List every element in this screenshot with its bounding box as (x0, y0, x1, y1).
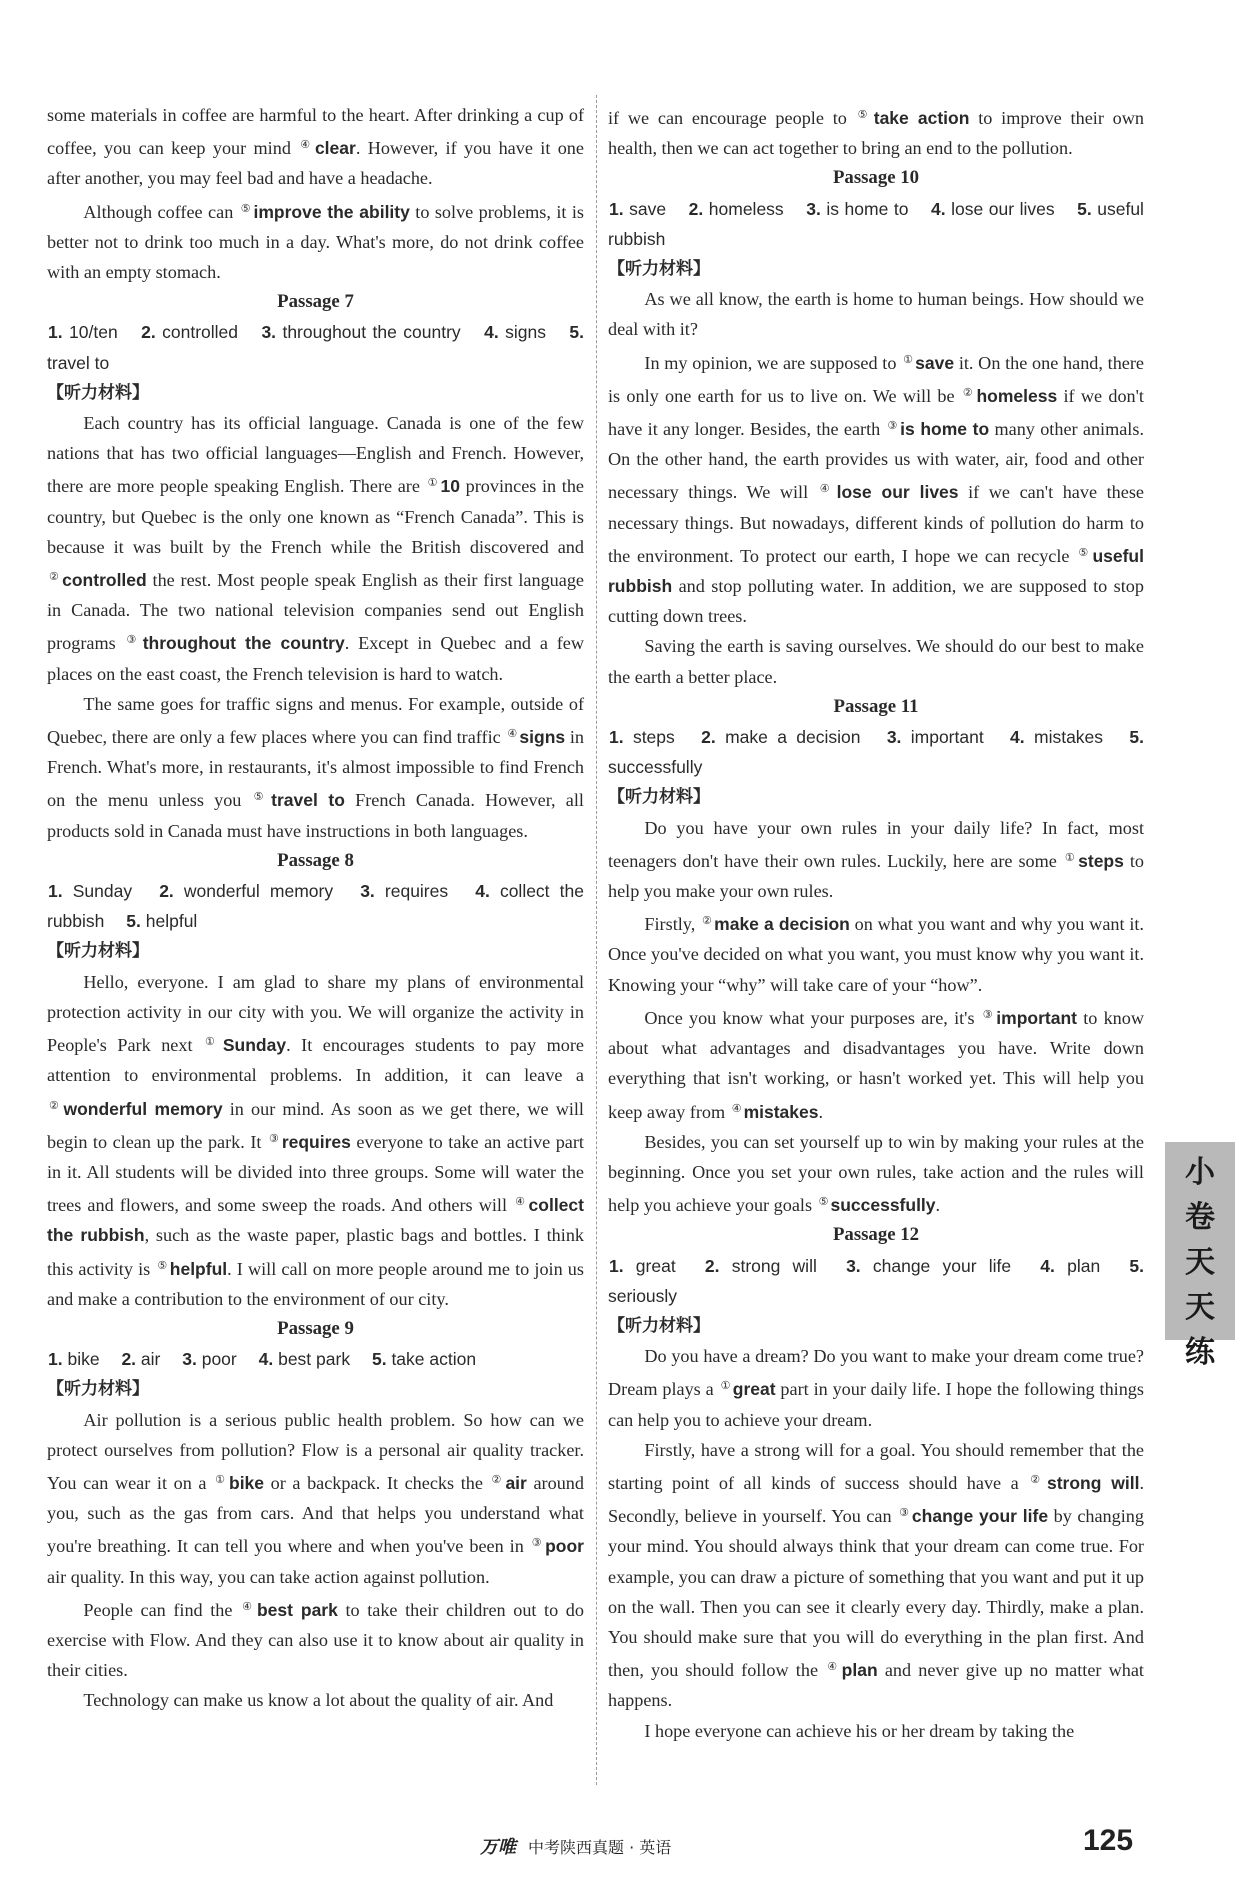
brand-logo-text: 万唯 (480, 1837, 516, 1858)
answer-keyword: lose our lives (836, 482, 959, 503)
answer-number: 2. (704, 1255, 720, 1276)
answer-number: 4. (1040, 1255, 1055, 1276)
text-run: The same goes for traffic signs and menus. For example, outside of Quebec, there are only a few places where you can find traffic (47, 693, 584, 748)
answer-text: is home to (820, 198, 909, 219)
answer-keyword: Sunday (222, 1035, 287, 1056)
blank-marker: ③ (268, 1132, 280, 1145)
answer-item (608, 727, 675, 747)
answer-number: 2. (688, 198, 704, 219)
answer-keyword: clear (314, 138, 356, 159)
answer-keyword: travel to (271, 790, 345, 811)
passage-7-material-label: 【听力材料】 (47, 382, 149, 403)
passage-12-answers (608, 1251, 1144, 1311)
text-run: Once you know what your purposes are, it's (644, 1007, 981, 1028)
passage-12-material-label: 【听力材料】 (608, 1315, 710, 1336)
blank-marker: ① (427, 477, 439, 490)
answer-keyword: signs (519, 727, 566, 748)
answer-number: 1. (48, 1349, 63, 1370)
text-run: Besides, you can set yourself up to win by making your rules at the beginning. Once you set your own rules, take action and the rules will help you achieve your goals (608, 1131, 1144, 1216)
blank-marker: ② (1030, 1473, 1045, 1486)
text-run: Firstly, have a strong will for a goal. You should remember that the starting point of all kinds of success should have a (608, 1439, 1144, 1493)
answer-item (608, 199, 666, 219)
answer-keyword: great (732, 1379, 776, 1400)
side-tab-label: 小 卷 天 天 练 (1165, 1142, 1235, 1340)
text-run: Firstly, (644, 914, 701, 935)
answer-item (359, 881, 448, 901)
answer-number: 4. (484, 322, 499, 343)
answer-item (371, 1349, 476, 1369)
answer-item (158, 881, 333, 901)
answer-text: useful rubbish (608, 198, 1144, 249)
answer-keyword: save (915, 352, 955, 373)
passage-10-para-2 (608, 345, 1144, 632)
answer-number: 3. (360, 881, 375, 902)
page-number: 125 (1083, 1824, 1134, 1857)
answer-number: 5. (1129, 727, 1144, 748)
answer-keyword: requires (281, 1131, 351, 1152)
answer-text: lose our lives (945, 198, 1055, 219)
text-run: Do you have a dream? Do you want to make your dream come true? Dream plays a (608, 1346, 1144, 1400)
passage-9-continued (608, 100, 1144, 163)
passage-12-para-1 (608, 1341, 1144, 1435)
answer-item (704, 1256, 817, 1276)
answer-number: 5. (1129, 1255, 1144, 1276)
answer-item (700, 727, 860, 747)
text-run: by changing your mind. You should always think that your dream can come true. For example, you can draw a picture of something that you want and put it up on the wall. Then you can see it clearly every day. Thirdly, make a plan. You should make sure that you will do everything in the plan first. And then, you should follow the (608, 1506, 1144, 1681)
text-run: and never give up no matter what happens. (608, 1660, 1144, 1711)
answer-keyword: steps (1078, 850, 1124, 871)
passage-10-answers (608, 194, 1144, 254)
column-divider (596, 95, 597, 1785)
answer-text: homeless (703, 198, 784, 219)
answer-number: 1. (609, 1255, 624, 1276)
answer-number: 1. (609, 727, 624, 748)
passage-7-para-1 (47, 408, 584, 689)
text-run: in French. What's more, in restaurants, it's almost impossible to find French on the menu unless you (47, 727, 584, 811)
text-run: some materials in coffee are harmful to the heart. After drinking a cup of coffee, you can keep your mind (47, 105, 584, 159)
answer-number: 4. (1010, 727, 1025, 748)
answer-number: 1. (48, 881, 63, 902)
answer-text: throughout the country (276, 322, 461, 343)
blank-marker: ④ (819, 483, 835, 496)
answer-number: 4. (258, 1349, 274, 1370)
text-run: it. On the one hand, there is only one earth for us to live on. We will be (608, 352, 1144, 406)
text-run: . (818, 1101, 824, 1122)
text-run: . However, if you have it one after another, you may feel bad and have a headache. (47, 138, 584, 189)
answer-item (258, 1349, 350, 1369)
answer-text: travel to (47, 352, 110, 373)
text-run: . (935, 1195, 941, 1216)
answer-number: 5. (569, 322, 584, 343)
text-run: to help you make your own rules. (608, 850, 1144, 902)
text-run: if we can't have these necessary things. But nowadays, different kinds of pollution do harm to the environment. To protect our earth, I hope we can recycle (608, 482, 1144, 566)
passage-9-answers (47, 1344, 584, 1374)
answer-text: helpful (140, 911, 198, 932)
blank-marker: ③ (126, 634, 141, 647)
answer-number: 5. (126, 911, 141, 932)
answer-keyword: successfully (830, 1195, 936, 1216)
answer-keyword: plan (841, 1660, 878, 1681)
text-run: air quality. In this way, you can take action against pollution. (47, 1566, 490, 1587)
answer-number: 3. (806, 198, 821, 219)
answer-number: 5. (371, 1349, 387, 1370)
passage-11-para-2 (608, 906, 1144, 1000)
answer-item (483, 322, 546, 342)
answer-number: 1. (48, 322, 63, 343)
answer-number: 2. (141, 322, 156, 343)
blank-marker: ⑤ (818, 1196, 829, 1209)
answer-number: 4. (930, 198, 946, 219)
answer-text: change your life (860, 1255, 1012, 1276)
answer-item (1009, 727, 1103, 747)
blank-marker: ④ (827, 1661, 840, 1674)
answer-text: collect the rubbish (47, 881, 584, 932)
passage-10-material-label: 【听力材料】 (608, 259, 710, 280)
text-run: if we don't have it any longer. Besides, the earth (608, 385, 1144, 440)
answer-item (181, 1349, 237, 1369)
blank-marker: ② (962, 386, 975, 399)
answer-text: signs (498, 322, 546, 343)
text-run: , such as the waste paper, plastic bags and bottles. I think this activity is (47, 1225, 585, 1279)
answer-number: 2. (701, 727, 716, 748)
blank-marker: ② (49, 1099, 62, 1112)
answer-text: plan (1054, 1255, 1101, 1276)
blank-marker: ③ (982, 1008, 995, 1021)
answer-text: best park (273, 1349, 351, 1370)
answer-keyword: bike (229, 1472, 265, 1493)
answer-item (47, 1349, 100, 1369)
answer-item (260, 322, 460, 342)
answer-number: 3. (182, 1349, 197, 1370)
text-run: . Secondly, believe in yourself. You can (608, 1472, 1144, 1527)
passage-11-material-label: 【听力材料】 (608, 787, 710, 808)
answer-number: 1. (609, 198, 624, 219)
blank-marker: ⑤ (857, 109, 872, 121)
blank-marker: ③ (899, 1507, 910, 1520)
answer-text: air (136, 1349, 161, 1370)
text-run: People can find the (83, 1599, 241, 1620)
text-run: and stop polluting water. In addition, we are supposed to stop cutting down trees. (608, 576, 1144, 627)
answer-number: 3. (886, 727, 902, 748)
text-run: . I will call on more people around me to join us and make a contribution to the environment of our city. (47, 1258, 584, 1309)
answer-text: Sunday (62, 881, 133, 902)
answer-keyword: controlled (62, 570, 147, 591)
passage-7-title: Passage 7 (277, 291, 354, 313)
passage-10-title: Passage 10 (832, 167, 920, 189)
text-run: . Except in Quebec and a few places on the east coast, the French television is hard to watch. (47, 633, 584, 684)
answer-keyword: useful rubbish (608, 545, 1144, 597)
answer-item (930, 199, 1055, 219)
passage-8-material-label: 【听力材料】 (47, 941, 149, 962)
text-run: to improve their own health, then we can act together to bring an end to the pollution. (608, 108, 1144, 159)
passage-8-para-1 (47, 967, 584, 1314)
answer-text: wonderful memory (173, 881, 334, 902)
blank-marker: ④ (242, 1600, 255, 1613)
text-run: to take their children out to do exercise with Flow. And they can also use it to know about air quality in their cities. (47, 1599, 584, 1681)
answer-item (608, 1256, 676, 1276)
answer-number: 5. (1077, 198, 1092, 219)
answer-text: bike (62, 1349, 100, 1370)
answer-keyword: take action (873, 108, 970, 128)
left-column (47, 100, 584, 1716)
answer-item (120, 1349, 160, 1369)
text-run: the rest. Most people speak English as their first language in Canada. The two national television companies send out English programs (47, 570, 584, 654)
answer-text: make a decision (715, 727, 861, 748)
answer-number: 3. (261, 322, 277, 343)
blank-marker: ④ (300, 139, 313, 152)
answer-text: seriously (608, 1285, 678, 1306)
answer-text: controlled (155, 322, 239, 343)
passage-11-para-4 (608, 1127, 1144, 1221)
blank-marker: ① (205, 1036, 221, 1049)
answer-text: mistakes (1024, 727, 1104, 748)
text-run: on what you want and why you want it. Once you've decided on what you want, you must know why you want it. Knowing your “why” will take care of your “how”. (608, 914, 1144, 995)
passage-11-para-3 (608, 1000, 1144, 1127)
answer-keyword: mistakes (743, 1101, 819, 1122)
answer-number: 3. (846, 1255, 861, 1276)
answer-keyword: poor (545, 1536, 584, 1557)
answer-keyword: strong will (1047, 1472, 1140, 1493)
answer-keyword: 10 (440, 476, 461, 497)
answer-keyword: air (505, 1472, 527, 1493)
text-run: to solve problems, it is better not to drink too much in a day. What's more, do not drink coffee with an empty stomach. (47, 201, 584, 283)
text-run: in our mind. As soon as we get there, we will begin to clean up the park. It (47, 1098, 584, 1152)
blank-marker: ⑤ (253, 791, 270, 804)
text-run: to know about what advantages and disadvantages you have. Write down everything that isn't working, or hasn't worked yet. This will help you keep away from (608, 1007, 1144, 1122)
answer-text: great (623, 1255, 676, 1276)
text-run: around you, such as the gas from cars. And that helps you understand what you're breathing. It can tell you where and when you've been in (47, 1472, 584, 1557)
book-title: 中考陕西真题 · 英语 (528, 1838, 672, 1857)
coffee-para-1 (47, 100, 584, 194)
answer-item (805, 199, 908, 219)
answer-keyword: change your life (911, 1506, 1049, 1527)
text-run: everyone to take an active part in it. All students will be divided into three groups. Some will water the trees and flowers, and some sweep the roads. And others will (47, 1131, 584, 1216)
passage-7-para-2 (47, 689, 584, 846)
answer-keyword: is home to (900, 419, 990, 440)
passage-12-para-3: I hope everyone can achieve his or her dream by taking the (644, 1720, 1075, 1741)
blank-marker: ② (491, 1473, 504, 1486)
answer-text: steps (623, 727, 675, 748)
answer-keyword: important (996, 1007, 1077, 1028)
right-column (608, 100, 1144, 1746)
passage-11-answers (608, 722, 1144, 782)
passage-10-para-1: As we all know, the earth is home to human beings. How should we deal with it? (608, 289, 1144, 340)
answer-text: 10/ten (62, 322, 118, 343)
answer-keyword: collect the rubbish (47, 1195, 584, 1246)
blank-marker: ⑤ (1078, 546, 1091, 559)
blank-marker: ④ (515, 1196, 527, 1209)
answer-keyword: improve the ability (253, 201, 410, 222)
blank-marker: ① (720, 1380, 731, 1393)
text-run: Hello, everyone. I am glad to share my plans of environmental protection activity in our city with you. We will organize the activity in People's Park next (47, 971, 584, 1056)
blank-marker: ② (49, 571, 61, 584)
text-run: Air pollution is a serious public health problem. So how can we protect ourselves from pollution? Flow is a personal air quality tracker. You can wear it on a (47, 1409, 584, 1493)
blank-marker: ② (702, 915, 713, 928)
answer-text: poor (196, 1349, 237, 1370)
text-run: if we can encourage people to (608, 108, 856, 128)
blank-marker: ① (903, 353, 914, 366)
answer-text: successfully (608, 757, 703, 778)
blank-marker: ⑤ (157, 1259, 168, 1272)
blank-marker: ④ (731, 1102, 742, 1115)
answer-text: save (623, 198, 667, 219)
text-run: . It encourages students to pay more attention to environmental problems. In addition, it can leave a (47, 1035, 584, 1086)
passage-9-title: Passage 9 (277, 1317, 354, 1339)
blank-marker: ③ (531, 1537, 544, 1550)
answer-text: important (901, 727, 984, 748)
answer-item (845, 1256, 1011, 1276)
answer-item (1039, 1256, 1100, 1276)
text-run: provinces in the country, but Quebec is the only one known as “French Canada”. This is because it was built by the French while the British discovered and (47, 476, 585, 557)
answer-item (688, 199, 784, 219)
passage-12-title: Passage 12 (832, 1224, 920, 1246)
text-run: In my opinion, we are supposed to (644, 352, 902, 373)
text-run: Although coffee can (83, 201, 239, 222)
answer-text: strong will (719, 1255, 817, 1276)
text-run: Each country has its official language. Canada is one of the few nations that has two official languages—English and French. However, there are more people speaking English. There are (47, 413, 584, 497)
page-footer (0, 1824, 1250, 1860)
passage-11-title: Passage 11 (833, 695, 919, 717)
answer-text: requires (374, 881, 449, 902)
coffee-para-2 (47, 194, 584, 288)
blank-marker: ④ (507, 728, 518, 741)
answer-item (125, 911, 197, 931)
passage-9-para-3: Technology can make us know a lot about the quality of air. And (83, 1690, 554, 1711)
blank-marker: ① (1064, 851, 1077, 864)
answer-number: 2. (121, 1349, 137, 1370)
blank-marker: ③ (887, 420, 899, 433)
answer-item (886, 727, 984, 747)
passage-8-title: Passage 8 (277, 849, 354, 871)
answer-keyword: best park (256, 1599, 338, 1620)
answer-keyword: helpful (169, 1258, 228, 1279)
answer-keyword: throughout the country (142, 633, 345, 654)
answer-text: take action (386, 1349, 477, 1370)
text-run: many other animals. On the other hand, the earth provides us with water, air, food and other necessary things. We will (608, 419, 1144, 503)
answer-keyword: make a decision (714, 914, 850, 935)
answer-keyword: homeless (976, 385, 1058, 406)
passage-9-para-1 (47, 1405, 584, 1592)
answer-item (47, 322, 118, 342)
passage-7-answers (47, 317, 584, 377)
blank-marker: ⑤ (240, 202, 252, 215)
answer-number: 4. (475, 881, 490, 902)
passage-12-para-2 (608, 1435, 1144, 1716)
answer-item (140, 322, 238, 342)
blank-marker: ① (215, 1473, 227, 1486)
text-run: French Canada. However, all products sold in Canada must have instructions in both languages. (47, 790, 584, 841)
text-run: or a backpack. It checks the (264, 1472, 490, 1493)
passage-9-para-2 (47, 1592, 584, 1686)
passage-8-answers (47, 876, 584, 936)
text-run: part in your daily life. I hope the following things can help you to achieve your dream. (608, 1379, 1144, 1430)
answer-number: 2. (159, 881, 174, 902)
text-run: Do you have your own rules in your daily life? In fact, most teenagers don't have their own rules. Luckily, here are some (608, 817, 1144, 871)
answer-item (47, 881, 132, 901)
passage-9-material-label: 【听力材料】 (47, 1379, 149, 1400)
answer-keyword: wonderful memory (63, 1098, 223, 1119)
passage-11-para-1 (608, 813, 1144, 907)
passage-10-para-3: Saving the earth is saving ourselves. We should do our best to make the earth a better place. (608, 636, 1144, 687)
